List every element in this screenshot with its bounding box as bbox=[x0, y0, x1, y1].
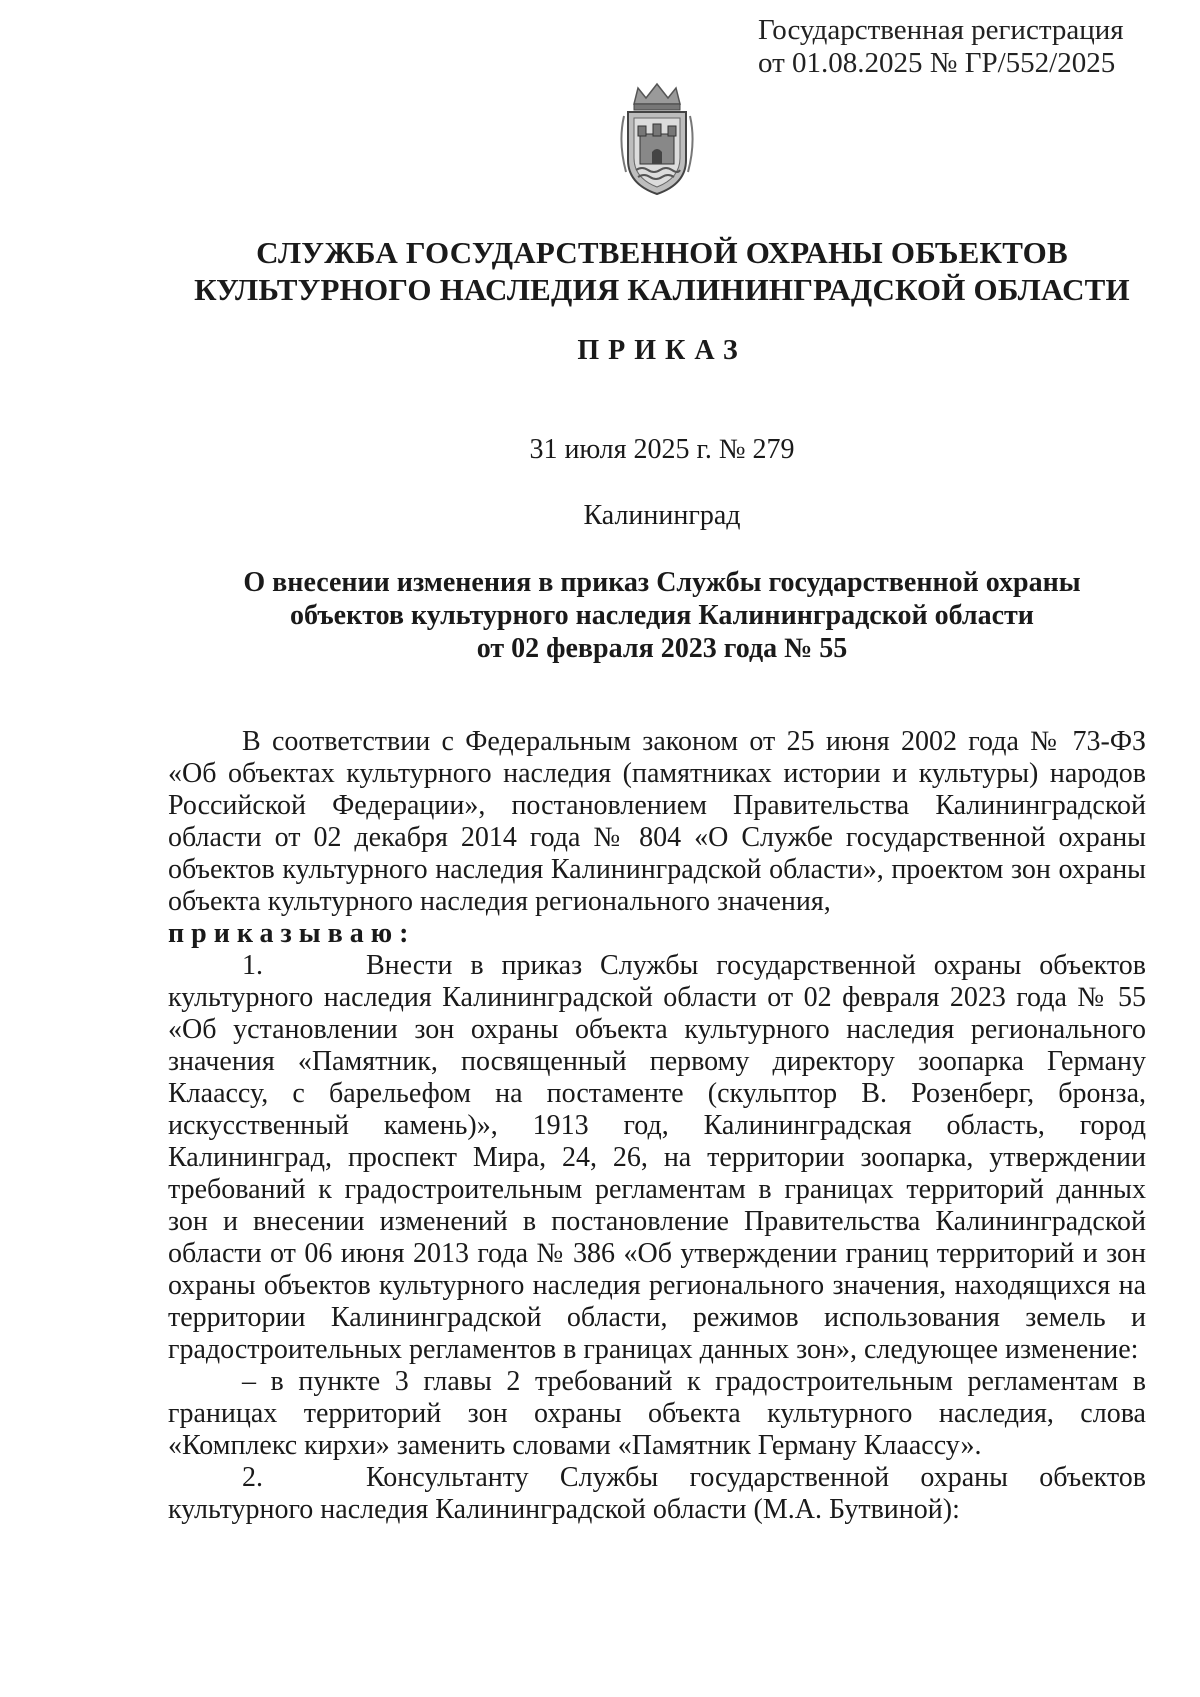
document-type: ПРИКАЗ bbox=[577, 335, 747, 366]
order-subject bbox=[0, 566, 1200, 665]
document-body bbox=[168, 726, 1146, 1526]
kaliningrad-coat-of-arms-icon bbox=[614, 82, 700, 196]
subject-line-2: объектов культурного наследия Калининградской области bbox=[290, 600, 1034, 631]
item-1-dash: – в пункте 3 главы 2 требований к градостроительным регламентам в границах территорий зон охраны объекта культурного наследия, слова «Комплекс кирхи» заменить словами «Памятник Герману Клаассу». bbox=[168, 1366, 1146, 1461]
city: Калининград bbox=[583, 500, 741, 531]
agency-title bbox=[0, 234, 1200, 308]
registration-line-1: Государственная регистрация bbox=[758, 14, 1124, 46]
item-2 bbox=[168, 1462, 1146, 1526]
item-2-text: Консультанту Службы государственной охраны объектов культурного наследия Калининградской области (М.А. Бутвиной): bbox=[168, 1462, 1146, 1525]
registration-stamp bbox=[758, 14, 1124, 80]
order-word: приказываю: bbox=[168, 918, 416, 949]
subject-line-1: О внесении изменения в приказ Службы государственной охраны bbox=[243, 567, 1081, 598]
agency-line-1: СЛУЖБА ГОСУДАРСТВЕННОЙ ОХРАНЫ ОБЪЕКТОВ bbox=[256, 235, 1068, 270]
subject-line-3: от 02 февраля 2023 года № 55 bbox=[476, 633, 848, 664]
preamble-paragraph bbox=[168, 726, 1146, 918]
item-1-text: Внести в приказ Службы государственной охраны объектов культурного наследия Калининградской области от 02 февраля 2023 года № 55 «Об установлении зон охраны объекта культурного наследия регионального значения «Памятник, посвященный первому директору зоопарка Герману Клаассу, с барельефом на постаменте (скульптор В. Розенберг, бронза, искусственный камень)», 1913 год, Калининградская область, город Калининград, проспект Мира, 24, 26, на территории зоопарка, утверждении требований к градостроительным регламентам в границах территорий данных зон и внесении изменений в постановление Правительства Калининградской области от 06 июня 2013 года № 386 «Об утверждении границ территорий и зон охраны объектов культурного наследия регионального значения, находящихся на территории Калининградской области, режимов использования земель и градостроительных регламентов в границах данных зон», следующее изменение: bbox=[168, 950, 1146, 1365]
item-2-number: 2. bbox=[242, 1462, 263, 1493]
order-date-number: 31 июля 2025 г. № 279 bbox=[529, 434, 795, 465]
item-1-number: 1. bbox=[242, 950, 263, 981]
order-word-line bbox=[168, 918, 1146, 950]
agency-line-2: КУЛЬТУРНОГО НАСЛЕДИЯ КАЛИНИНГРАДСКОЙ ОБЛАСТИ bbox=[194, 272, 1130, 307]
registration-line-2: от 01.08.2025 № ГР/552/2025 bbox=[758, 47, 1116, 79]
item-1 bbox=[168, 950, 1146, 1366]
preamble-text: В соответствии с Федеральным законом от 25 июня 2002 года № 73-ФЗ «Об объектах культурного наследия (памятниках истории и культуры) народов Российской Федерации», постановлением Правительства Калининградской области от 02 декабря 2014 года № 804 «О Службе государственной охраны объектов культурного наследия Калининградской области», проектом зон охраны объекта культурного наследия регионального значения, bbox=[168, 726, 1146, 917]
